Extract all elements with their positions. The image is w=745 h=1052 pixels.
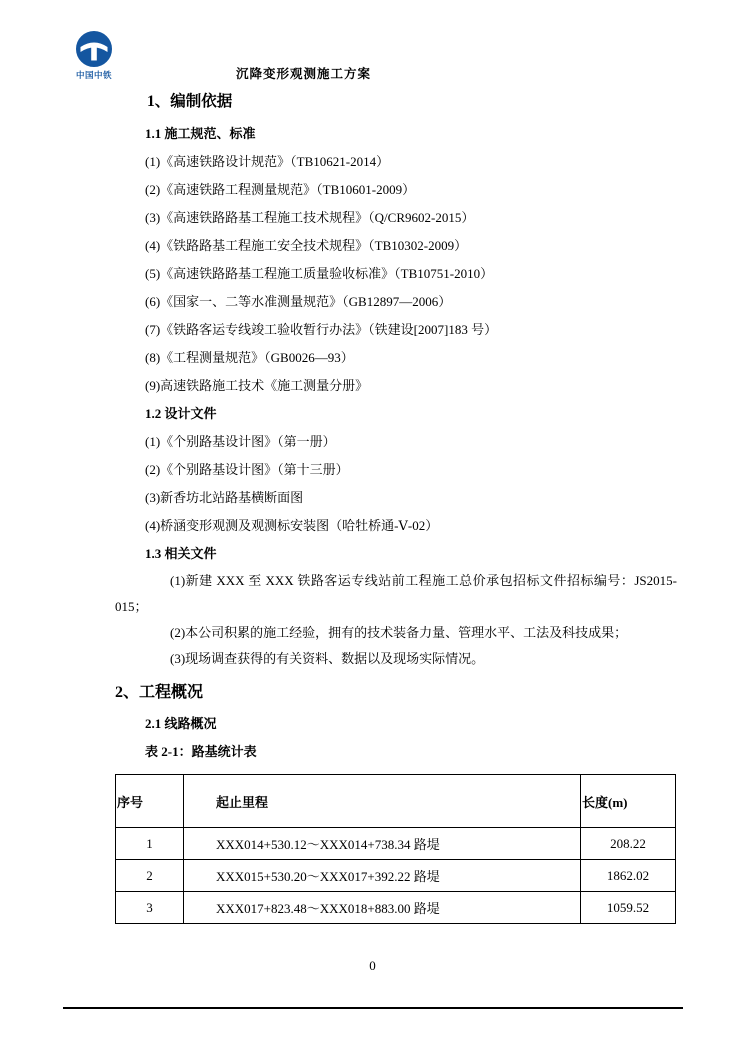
- cell-seq: 2: [116, 860, 184, 892]
- china-railway-emblem-icon: [70, 30, 118, 68]
- heading-section-2-1: 2.1 线路概况: [145, 716, 217, 731]
- heading-section-1-3: 1.3 相关文件: [145, 546, 217, 561]
- heading-section-2: 2、工程概况: [115, 684, 204, 701]
- column-header-length: 长度(m): [581, 775, 676, 828]
- standard-item: (1)《高速铁路设计规范》（TB10621-2014）: [145, 154, 390, 169]
- heading-section-1: 1、编制依据: [147, 93, 233, 110]
- related-doc-paragraph: (3)现场调查获得的有关资料、数据以及现场实际情况。: [170, 651, 485, 666]
- document-title: 沉降变形观测施工方案: [236, 67, 372, 81]
- standard-item: (4)《铁路路基工程施工安全技术规程》（TB10302-2009）: [145, 238, 468, 253]
- cell-mileage: XXX014+530.12～XXX014+738.34 路堤: [184, 828, 581, 860]
- standard-item: (6)《国家一、二等水准测量规范》（GB12897—2006）: [145, 294, 452, 309]
- design-doc-item: (1)《个别路基设计图》（第一册）: [145, 434, 336, 449]
- table-caption: 表 2-1：路基统计表: [145, 744, 257, 759]
- column-header-seq: 序号: [116, 775, 184, 828]
- design-doc-item: (4)桥涵变形观测及观测标安装图（哈牡桥通-Ⅴ-02）: [145, 518, 439, 533]
- cell-mileage: XXX017+823.48～XXX018+883.00 路堤: [184, 892, 581, 924]
- logo-text: 中国中铁: [75, 70, 112, 80]
- standard-item: (5)《高速铁路路基工程施工质量验收标准》（TB10751-2010）: [145, 266, 494, 281]
- cell-length: 1059.52: [581, 892, 676, 924]
- design-doc-item: (3)新香坊北站路基横断面图: [145, 490, 304, 505]
- standard-item: (9)高速铁路施工技术《施工测量分册》: [145, 378, 369, 393]
- related-doc-paragraph: (2)本公司积累的施工经验，拥有的技术装备力量、管理水平、工法及科技成果；: [170, 625, 628, 640]
- roadbed-statistics-table: [115, 774, 676, 924]
- cell-seq: 3: [116, 892, 184, 924]
- cell-seq: 1: [116, 828, 184, 860]
- cell-mileage: XXX015+530.20～XXX017+392.22 路堤: [184, 860, 581, 892]
- column-header-mileage: 起止里程: [184, 775, 581, 828]
- standard-item: (7)《铁路客运专线竣工验收暂行办法》（铁建设[2007]183 号）: [145, 322, 498, 337]
- heading-section-1-2: 1.2 设计文件: [145, 406, 217, 421]
- table-row: [116, 860, 676, 892]
- footer-rule: [63, 1007, 683, 1009]
- cell-length: 208.22: [581, 828, 676, 860]
- standard-item: (2)《高速铁路工程测量规范》（TB10601-2009）: [145, 182, 416, 197]
- design-doc-item: (2)《个别路基设计图》（第十三册）: [145, 462, 349, 477]
- cell-length: 1862.02: [581, 860, 676, 892]
- china-railway-logo: [70, 30, 118, 81]
- heading-section-1-1: 1.1 施工规范、标准: [145, 126, 256, 141]
- related-doc-paragraph: (1)新建 XXX 至 XXX 铁路客运专线站前工程施工总价承包招标文件招标编号：JS2015-015；: [115, 573, 677, 614]
- standard-item: (3)《高速铁路路基工程施工技术规程》（Q/CR9602-2015）: [145, 210, 475, 225]
- table-row: [116, 828, 676, 860]
- table-header-row: [116, 775, 676, 828]
- footer-page-number: 0: [369, 958, 376, 973]
- standard-item: (8)《工程测量规范》（GB0026—93）: [145, 350, 354, 365]
- document-body: [115, 92, 677, 924]
- table-row: [116, 892, 676, 924]
